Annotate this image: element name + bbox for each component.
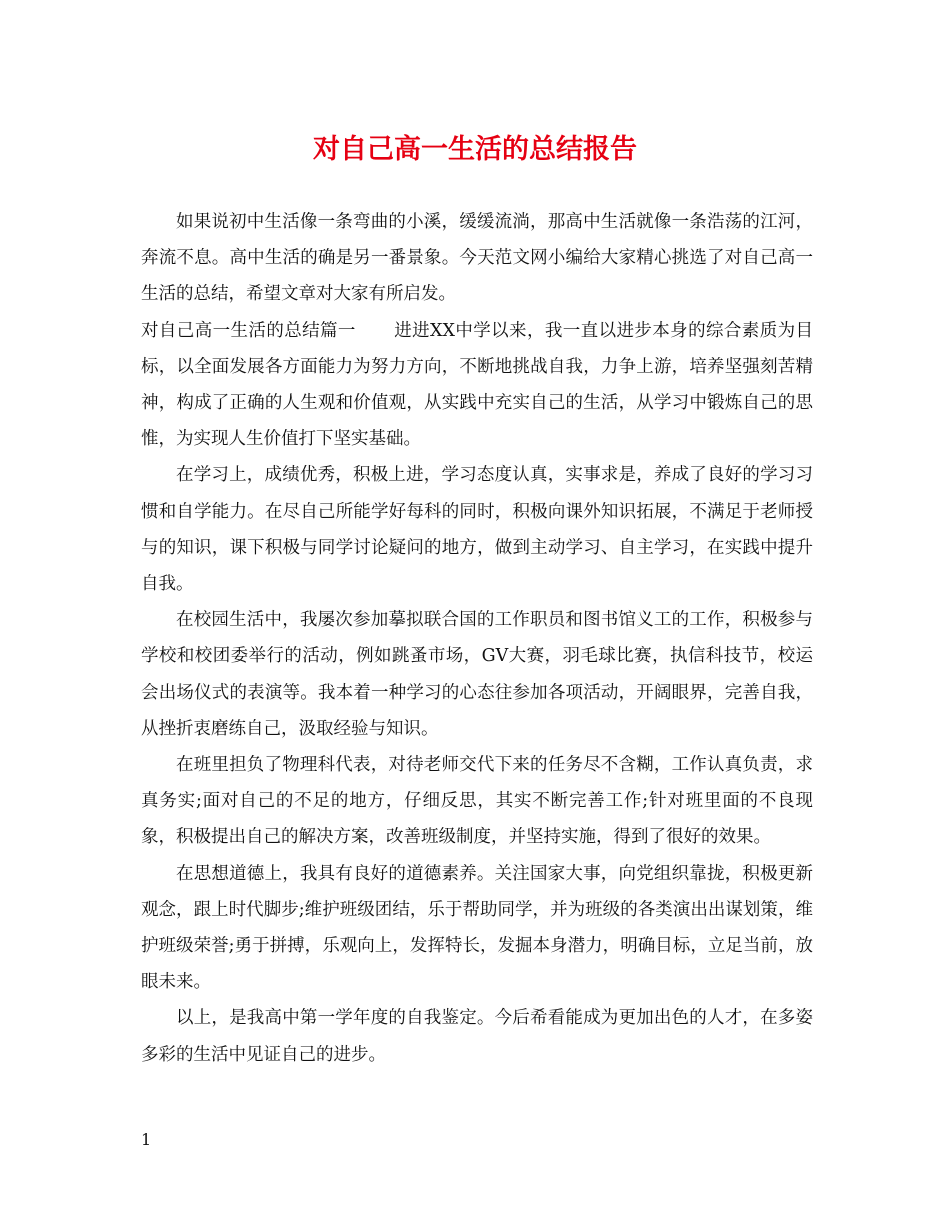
section-heading: 对自己高一生活的总结篇一 [141,320,356,341]
intro-paragraph: 如果说初中生活像一条弯曲的小溪，缓缓流淌，那高中生活就像一条浩荡的江河，奔流不息。高中生活的确是另一番景象。今天范文网小编给大家精心挑选了对自己高一生活的总结，希望文章对大家有所启发。 [141,212,813,305]
document-title: 对自己高一生活的总结报告 [313,134,637,165]
study-paragraph: 在学习上，成绩优秀，积极上进，学习态度认真，实事求是，养成了良好的学习习惯和自学能力。在尽自己所能学好每科的同时，积极向课外知识拓展，不满足于老师授与的知识，课下积极与同学讨论疑问的地方，做到主动学习、自主学习，在实践中提升自我。 [141,465,813,595]
class-duty-paragraph: 在班里担负了物理科代表，对待老师交代下来的任务尽不含糊，工作认真负责，求真务实;面对自己的不足的地方，仔细反思，其实不断完善工作;针对班里面的不良现象，积极提出自己的解决方案，改善班级制度，并坚持实施，得到了很好的效果。 [141,755,813,848]
document-body [141,204,813,1073]
page-number: 1 [141,1130,152,1149]
conclusion-paragraph: 以上，是我高中第一学年度的自我鉴定。今后希看能成为更加出色的人才，在多姿多彩的生活中见证自己的进步。 [141,1008,813,1065]
section-first-paragraph: 进进XX中学以来，我一直以进步本身的综合素质为目标，以全面发展各方面能力为努力方向，不断地挑战自我，力争上游，培养坚强刻苦精神，构成了正确的人生观和价值观，从实践中充实自己的生活，从学习中锻炼自己的思惟，为实现人生价值打下坚实基础。 [141,320,813,450]
campus-life-paragraph: 在校园生活中，我屡次参加摹拟联合国的工作职员和图书馆义工的工作，积极参与学校和校团委举行的活动，例如跳蚤市场，GV大赛，羽毛球比赛，执信科技节，校运会出场仪式的表演等。我本着一种学习的心态往参加各项活动，开阔眼界，完善自我，从挫折衷磨练自己，汲取经验与知识。 [141,610,813,739]
morality-paragraph: 在思想道德上，我具有良好的道德素养。关注国家大事，向党组织靠拢，积极更新观念，跟上时代脚步;维护班级团结，乐于帮助同学，并为班级的各类演出出谋划策，维护班级荣誉;勇于拼搏，乐观向上，发挥特长，发掘本身潜力，明确目标，立足当前，放眼未来。 [141,863,813,993]
section-heading-paragraph [141,313,813,458]
